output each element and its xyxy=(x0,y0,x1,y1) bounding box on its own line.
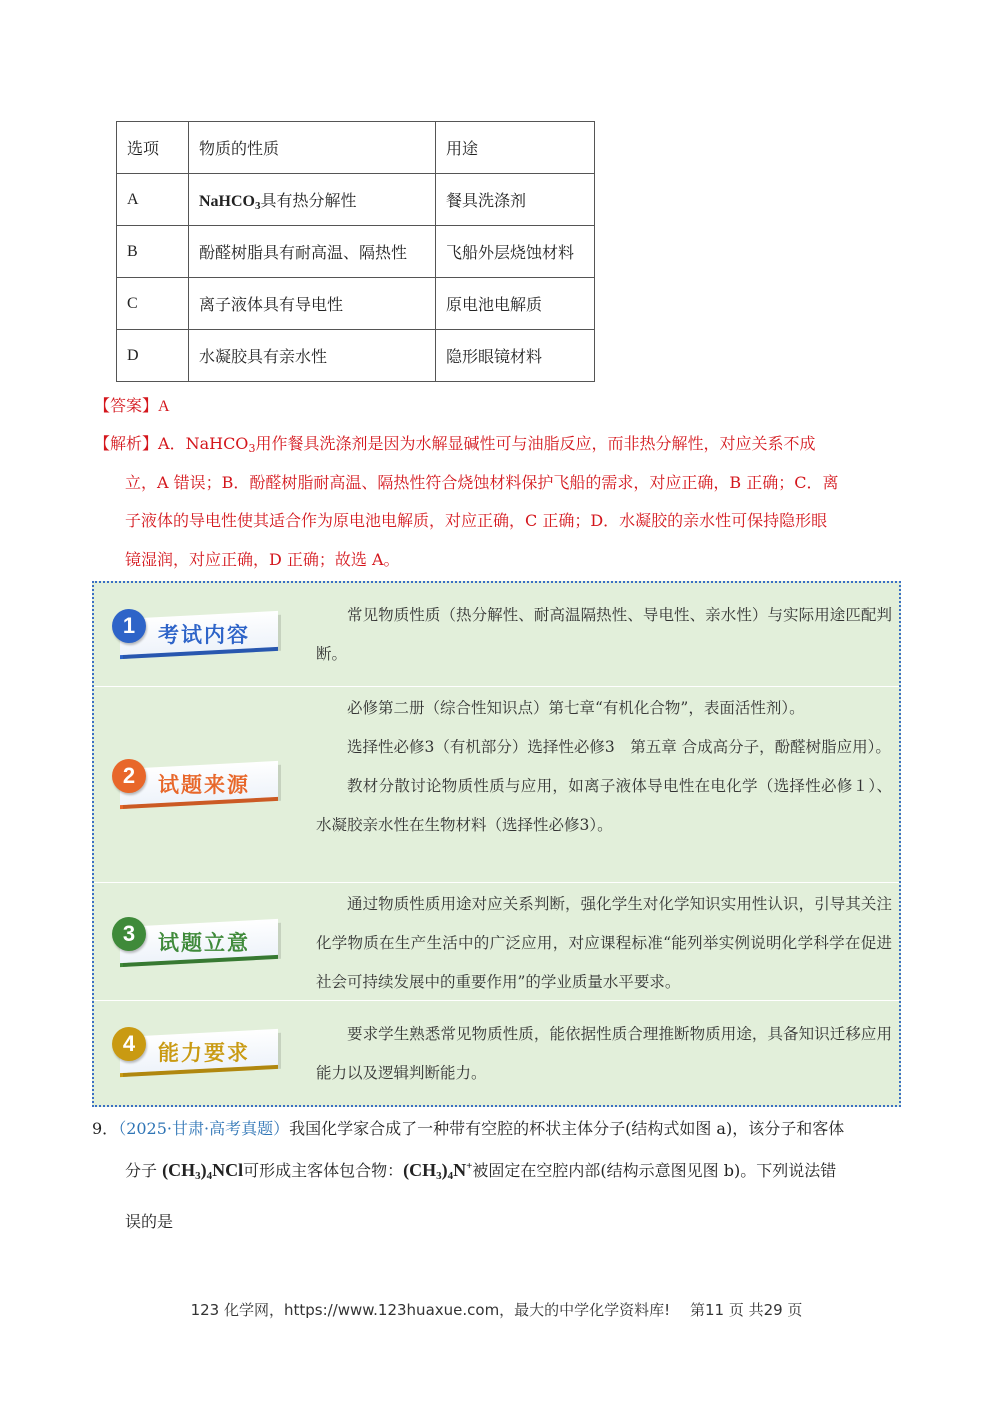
badge-title: 考试内容 xyxy=(158,623,250,647)
section-text xyxy=(316,885,892,1002)
formula-tetramethylammonium-chloride xyxy=(162,1160,243,1180)
formula-part: N xyxy=(453,1160,467,1180)
analysis-box xyxy=(92,581,901,1107)
analysis-line-2: 立，A 错误；B．酚醛树脂耐高温、隔热性符合烧蚀材料保护飞船的需求，对应正确，B 正确；C．离 xyxy=(125,473,839,492)
table-header-row xyxy=(117,122,595,174)
formula-superscript: + xyxy=(466,1160,473,1172)
table-row xyxy=(117,330,595,382)
badge-title: 能力要求 xyxy=(158,1041,250,1065)
badge-number: 2 xyxy=(112,759,146,793)
section-text xyxy=(316,689,892,845)
option-letter: B xyxy=(117,226,189,278)
formula-part: ) xyxy=(441,1160,448,1180)
question-text: 分子 xyxy=(125,1161,158,1180)
badge-title: 试题立意 xyxy=(158,931,250,955)
section-badge xyxy=(112,755,282,811)
section-intent xyxy=(94,883,899,1001)
section-paragraph: 常见物质性质（热分解性、耐高温隔热性、导电性、亲水性）与实际用途匹配判断。 xyxy=(316,606,892,663)
formula-part: ) xyxy=(200,1160,207,1180)
property-cell: 离子液体具有导电性 xyxy=(189,278,436,330)
answer-value: A xyxy=(158,398,170,415)
question-text: 我国化学家合成了一种带有空腔的杯状主体分子(结构式如图 a)，该分子和客体 xyxy=(289,1119,845,1138)
answer-label: 【答案】 xyxy=(94,396,159,415)
options-table xyxy=(116,121,595,382)
table-row xyxy=(117,278,595,330)
section-exam-content xyxy=(94,583,899,687)
question-line-3: 误的是 xyxy=(125,1212,174,1231)
answer-line xyxy=(94,396,170,417)
question-source: （2025·甘肃·高考真题） xyxy=(118,1119,290,1138)
analysis-text: 用作餐具洗涤剂是因为水解显碱性可与油脂反应，而非热分解性，对应关系不成 xyxy=(255,434,816,453)
section-paragraph: 必修第二册（综合性知识点）第七章“有机化合物”，表面活性剂）。 xyxy=(347,699,805,717)
property-cell xyxy=(189,174,436,226)
badge-number: 4 xyxy=(112,1027,146,1061)
section-badge xyxy=(112,605,282,661)
badge-number: 3 xyxy=(112,917,146,951)
section-paragraph: 通过物质性质用途对应关系判断，强化学生对化学知识实用性认识，引导其关注化学物质在生产生活中的广泛应用，对应课程标准“能列举实例说明化学科学在促进社会可持续发展中的重要作用”的学业质量水平要求。 xyxy=(316,895,892,991)
analysis-text: A．NaHCO xyxy=(158,434,249,453)
question-text: 可形成主客体包合物： xyxy=(243,1161,404,1180)
formula-subscript: 3 xyxy=(436,1170,442,1182)
formula-part: (CH xyxy=(403,1160,437,1180)
section-text xyxy=(316,1015,892,1093)
section-paragraph: 选择性必修3（有机部分）选择性必修3 第五章 合成高分子，酚醛树脂应用）。 xyxy=(347,738,891,756)
formula-tetramethylammonium-ion xyxy=(403,1160,472,1180)
use-cell: 餐具洗涤剂 xyxy=(436,174,595,226)
analysis-line-1 xyxy=(94,434,815,459)
formula-part: (CH xyxy=(162,1160,196,1180)
section-badge xyxy=(112,1023,282,1079)
table-row xyxy=(117,174,595,226)
property-text: 具有热分解性 xyxy=(260,190,357,210)
property-cell: 水凝胶具有亲水性 xyxy=(189,330,436,382)
formula-subscript: 4 xyxy=(447,1170,454,1182)
question-line-1 xyxy=(92,1116,844,1139)
analysis-subscript: 3 xyxy=(248,442,256,455)
question-number: 9． xyxy=(92,1119,119,1138)
formula-subscript: 4 xyxy=(206,1170,213,1182)
page-footer: 123 化学网，https://www.123huaxue.com，最大的中学化学资料库! 第11 页 共29 页 xyxy=(190,1301,803,1319)
section-paragraph: 教材分散讨论物质性质与应用，如离子液体导电性在电化学（选择性必修１）、水凝胶亲水性在生物材料（选择性必修3）。 xyxy=(316,777,892,834)
use-cell: 原电池电解质 xyxy=(436,278,595,330)
formula-part: NCl xyxy=(212,1160,244,1180)
formula: NaHCO xyxy=(199,192,255,210)
option-letter: D xyxy=(117,330,189,382)
badge-number: 1 xyxy=(112,609,146,643)
analysis-line-4: 镜湿润，对应正确，D 正确；故选 A。 xyxy=(125,550,400,569)
formula-subscript: 3 xyxy=(255,199,261,212)
option-letter: A xyxy=(117,174,189,226)
analysis-label: 【解析】 xyxy=(94,434,159,453)
use-cell: 隐形眼镜材料 xyxy=(436,330,595,382)
property-cell: 酚醛树脂具有耐高温、隔热性 xyxy=(189,226,436,278)
section-badge xyxy=(112,913,282,969)
question-text: 被固定在空腔内部(结构示意图见图 b)。下列说法错 xyxy=(472,1161,837,1180)
section-source xyxy=(94,687,899,883)
table-header-cell: 用途 xyxy=(436,122,595,174)
section-paragraph: 要求学生熟悉常见物质性质，能依据性质合理推断物质用途，具备知识迁移应用能力以及逻辑判断能力。 xyxy=(316,1025,892,1082)
table-row xyxy=(117,226,595,278)
section-ability xyxy=(94,1001,899,1105)
formula-subscript: 3 xyxy=(195,1170,201,1182)
table-header-cell: 选项 xyxy=(117,122,189,174)
use-cell: 飞船外层烧蚀材料 xyxy=(436,226,595,278)
section-text xyxy=(316,596,892,674)
option-letter: C xyxy=(117,278,189,330)
table-header-cell: 物质的性质 xyxy=(189,122,436,174)
analysis-line-3: 子液体的导电性使其适合作为原电池电解质，对应正确，C 正确；D．水凝胶的亲水性可保持隐形眼 xyxy=(125,511,828,530)
badge-title: 试题来源 xyxy=(158,773,250,797)
question-line-2 xyxy=(125,1158,836,1182)
